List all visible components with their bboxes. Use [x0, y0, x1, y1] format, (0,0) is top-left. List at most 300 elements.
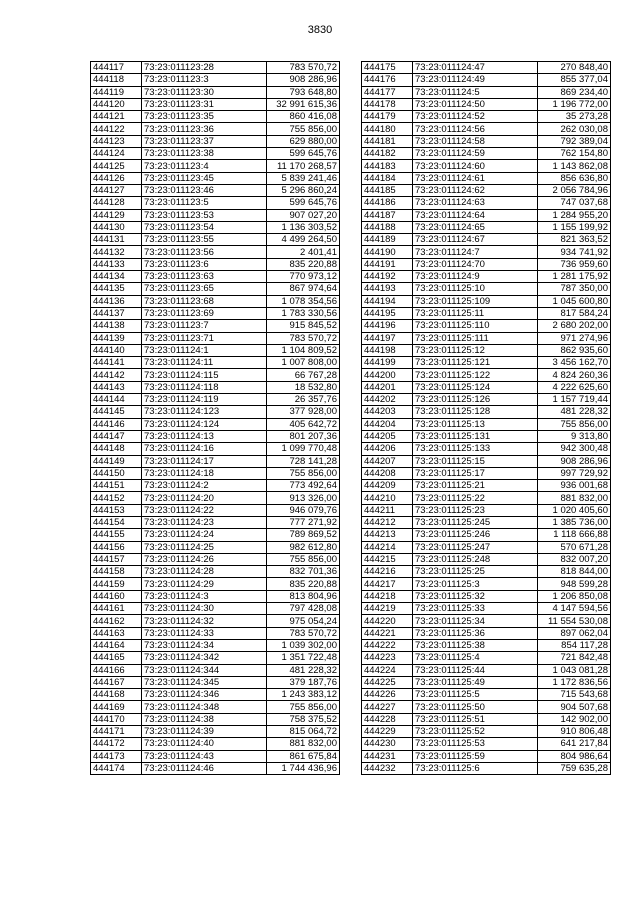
table-row [362, 578, 611, 590]
value-cell: 948 599,28 [538, 578, 611, 590]
value-cell: 1 744 436,96 [267, 762, 340, 774]
table-row [91, 627, 340, 639]
table-row [91, 332, 340, 344]
row-number-cell: 444230 [362, 738, 413, 750]
row-number-cell: 444180 [362, 123, 413, 135]
cadastral-number-cell: 73:23:011125:49 [413, 676, 538, 688]
row-number-cell: 444193 [362, 283, 413, 295]
value-cell: 801 207,36 [267, 430, 340, 442]
row-number-cell: 444190 [362, 246, 413, 258]
value-cell: 907 027,20 [267, 209, 340, 221]
cadastral-number-cell: 73:23:011124:342 [142, 652, 267, 664]
row-number-cell: 444178 [362, 98, 413, 110]
value-cell: 856 636,80 [538, 172, 611, 184]
value-cell: 66 767,28 [267, 369, 340, 381]
value-cell: 1 284 955,20 [538, 209, 611, 221]
table-row [91, 578, 340, 590]
cadastral-number-cell: 73:23:011124:13 [142, 430, 267, 442]
cadastral-number-cell: 73:23:011123:31 [142, 98, 267, 110]
cadastral-number-cell: 73:23:011124:119 [142, 394, 267, 406]
value-cell: 11 170 268,57 [267, 160, 340, 172]
cadastral-number-cell: 73:23:011123:36 [142, 123, 267, 135]
row-number-cell: 444173 [91, 750, 142, 762]
table-row [362, 701, 611, 713]
table-row [91, 689, 340, 701]
cadastral-number-cell: 73:23:011124:346 [142, 689, 267, 701]
cadastral-number-cell: 73:23:011123:71 [142, 332, 267, 344]
cadastral-number-cell: 73:23:011124:52 [413, 111, 538, 123]
row-number-cell: 444196 [362, 320, 413, 332]
table-row [91, 676, 340, 688]
table-row [362, 62, 611, 74]
cadastral-number-cell: 73:23:011124:46 [142, 762, 267, 774]
table-row [91, 504, 340, 516]
cadastral-number-cell: 73:23:011124:345 [142, 676, 267, 688]
cadastral-number-cell: 73:23:011124:63 [413, 197, 538, 209]
table-row [91, 713, 340, 725]
table-row [91, 467, 340, 479]
value-cell: 755 856,00 [267, 123, 340, 135]
value-cell: 1 351 722,48 [267, 652, 340, 664]
value-cell: 1 385 736,00 [538, 516, 611, 528]
cadastral-number-cell: 73:23:011125:36 [413, 627, 538, 639]
table-row [91, 418, 340, 430]
cadastral-number-cell: 73:23:011123:69 [142, 307, 267, 319]
table-row [362, 74, 611, 86]
table-row [91, 86, 340, 98]
value-cell: 18 532,80 [267, 381, 340, 393]
value-cell: 641 217,84 [538, 738, 611, 750]
row-number-cell: 444131 [91, 234, 142, 246]
table-row [91, 381, 340, 393]
row-number-cell: 444195 [362, 307, 413, 319]
value-cell: 792 389,04 [538, 135, 611, 147]
value-cell: 793 648,80 [267, 86, 340, 98]
cadastral-number-cell: 73:23:011125:13 [413, 418, 538, 430]
table-row [362, 504, 611, 516]
row-number-cell: 444206 [362, 443, 413, 455]
table-row [362, 135, 611, 147]
cadastral-number-cell: 73:23:011125:111 [413, 332, 538, 344]
cadastral-number-cell: 73:23:011123:28 [142, 62, 267, 74]
cadastral-number-cell: 73:23:011125:33 [413, 603, 538, 615]
row-number-cell: 444213 [362, 529, 413, 541]
cadastral-number-cell: 73:23:011124:50 [413, 98, 538, 110]
value-cell: 813 804,96 [267, 590, 340, 602]
value-cell: 629 880,00 [267, 135, 340, 147]
row-number-cell: 444192 [362, 271, 413, 283]
row-number-cell: 444123 [91, 135, 142, 147]
table-row [362, 98, 611, 110]
value-cell: 862 935,60 [538, 344, 611, 356]
table-row [362, 86, 611, 98]
cadastral-number-cell: 73:23:011124:118 [142, 381, 267, 393]
value-cell: 715 543,68 [538, 689, 611, 701]
table-row [362, 148, 611, 160]
cadastral-number-cell: 73:23:011123:53 [142, 209, 267, 221]
table-row [91, 74, 340, 86]
cadastral-number-cell: 73:23:011125:22 [413, 492, 538, 504]
table-row [362, 234, 611, 246]
value-cell: 777 271,92 [267, 516, 340, 528]
row-number-cell: 444186 [362, 197, 413, 209]
row-number-cell: 444227 [362, 701, 413, 713]
value-cell: 755 856,00 [267, 701, 340, 713]
table-row [91, 160, 340, 172]
cadastral-number-cell: 73:23:011124:2 [142, 480, 267, 492]
value-cell: 1 196 772,00 [538, 98, 611, 110]
row-number-cell: 444231 [362, 750, 413, 762]
row-number-cell: 444166 [91, 664, 142, 676]
value-cell: 975 054,24 [267, 615, 340, 627]
value-cell: 904 507,68 [538, 701, 611, 713]
value-cell: 599 645,76 [267, 197, 340, 209]
table-row [362, 541, 611, 553]
value-cell: 835 220,88 [267, 578, 340, 590]
table-row [91, 283, 340, 295]
table-row [362, 221, 611, 233]
value-cell: 770 973,12 [267, 271, 340, 283]
value-cell: 855 377,04 [538, 74, 611, 86]
row-number-cell: 444121 [91, 111, 142, 123]
value-cell: 481 228,32 [538, 406, 611, 418]
page-number: 3830 [307, 24, 333, 36]
table-row [362, 430, 611, 442]
cadastral-number-cell: 73:23:011124:49 [413, 74, 538, 86]
table-row [91, 221, 340, 233]
row-number-cell: 444204 [362, 418, 413, 430]
value-cell: 1 783 330,56 [267, 307, 340, 319]
value-cell: 915 845,52 [267, 320, 340, 332]
row-number-cell: 444141 [91, 357, 142, 369]
value-cell: 804 986,64 [538, 750, 611, 762]
table-row [362, 480, 611, 492]
table-row [91, 197, 340, 209]
table-row [362, 689, 611, 701]
row-number-cell: 444129 [91, 209, 142, 221]
table-row [362, 406, 611, 418]
table-row [91, 295, 340, 307]
value-cell: 934 741,92 [538, 246, 611, 258]
cadastral-number-cell: 73:23:011125:121 [413, 357, 538, 369]
table-row [362, 246, 611, 258]
table-row [91, 406, 340, 418]
table-row [91, 603, 340, 615]
cadastral-number-cell: 73:23:011124:28 [142, 566, 267, 578]
table-row [362, 590, 611, 602]
row-number-cell: 444156 [91, 541, 142, 553]
value-cell: 1 172 836,56 [538, 676, 611, 688]
table-row [362, 566, 611, 578]
row-number-cell: 444222 [362, 639, 413, 651]
table-row [362, 344, 611, 356]
table-row [91, 394, 340, 406]
row-number-cell: 444228 [362, 713, 413, 725]
value-cell: 1 104 809,52 [267, 344, 340, 356]
row-number-cell: 444200 [362, 369, 413, 381]
cadastral-number-cell: 73:23:011123:4 [142, 160, 267, 172]
value-cell: 817 584,24 [538, 307, 611, 319]
row-number-cell: 444211 [362, 504, 413, 516]
value-cell: 867 974,64 [267, 283, 340, 295]
table-row [362, 652, 611, 664]
cadastral-number-cell: 73:23:011124:26 [142, 553, 267, 565]
row-number-cell: 444142 [91, 369, 142, 381]
table-row [91, 455, 340, 467]
table-row [91, 726, 340, 738]
table-row [91, 516, 340, 528]
table-row [91, 344, 340, 356]
row-number-cell: 444171 [91, 726, 142, 738]
cadastral-number-cell: 73:23:011125:17 [413, 467, 538, 479]
value-cell: 5 839 241,46 [267, 172, 340, 184]
row-number-cell: 444226 [362, 689, 413, 701]
row-number-cell: 444146 [91, 418, 142, 430]
table-row [91, 98, 340, 110]
cadastral-number-cell: 73:23:011125:6 [413, 762, 538, 774]
cadastral-number-cell: 73:23:011125:21 [413, 480, 538, 492]
cadastral-number-cell: 73:23:011125:23 [413, 504, 538, 516]
cadastral-number-cell: 73:23:011124:43 [142, 750, 267, 762]
cadastral-number-cell: 73:23:011124:62 [413, 184, 538, 196]
cadastral-number-cell: 73:23:011125:25 [413, 566, 538, 578]
cadastral-number-cell: 73:23:011125:109 [413, 295, 538, 307]
cadastral-number-cell: 73:23:011124:7 [413, 246, 538, 258]
value-cell: 759 635,28 [538, 762, 611, 774]
row-number-cell: 444184 [362, 172, 413, 184]
cadastral-number-cell: 73:23:011123:30 [142, 86, 267, 98]
cadastral-number-cell: 73:23:011125:248 [413, 553, 538, 565]
table-row [362, 762, 611, 774]
table-row [91, 750, 340, 762]
row-number-cell: 444150 [91, 467, 142, 479]
row-number-cell: 444165 [91, 652, 142, 664]
table-row [91, 553, 340, 565]
value-cell: 908 286,96 [538, 455, 611, 467]
row-number-cell: 444128 [91, 197, 142, 209]
value-cell: 4 222 625,60 [538, 381, 611, 393]
table-row [91, 762, 340, 774]
row-number-cell: 444223 [362, 652, 413, 664]
value-cell: 946 079,76 [267, 504, 340, 516]
table-row [362, 713, 611, 725]
cadastral-number-cell: 73:23:011125:128 [413, 406, 538, 418]
table-row [91, 135, 340, 147]
row-number-cell: 444198 [362, 344, 413, 356]
row-number-cell: 444191 [362, 258, 413, 270]
value-cell: 773 492,64 [267, 480, 340, 492]
table-row [91, 652, 340, 664]
cadastral-number-cell: 73:23:011125:34 [413, 615, 538, 627]
value-cell: 755 856,00 [538, 418, 611, 430]
row-number-cell: 444147 [91, 430, 142, 442]
value-cell: 942 300,48 [538, 443, 611, 455]
cadastral-number-cell: 73:23:011124:115 [142, 369, 267, 381]
table-row [362, 332, 611, 344]
row-number-cell: 444118 [91, 74, 142, 86]
row-number-cell: 444168 [91, 689, 142, 701]
value-cell: 2 401,41 [267, 246, 340, 258]
value-cell: 1 045 600,80 [538, 295, 611, 307]
cadastral-number-cell: 73:23:011124:344 [142, 664, 267, 676]
row-number-cell: 444218 [362, 590, 413, 602]
row-number-cell: 444159 [91, 578, 142, 590]
cadastral-number-cell: 73:23:011124:3 [142, 590, 267, 602]
cadastral-number-cell: 73:23:011125:50 [413, 701, 538, 713]
value-cell: 881 832,00 [267, 738, 340, 750]
cadastral-number-cell: 73:23:011124:18 [142, 467, 267, 479]
row-number-cell: 444122 [91, 123, 142, 135]
row-number-cell: 444152 [91, 492, 142, 504]
table-row [362, 307, 611, 319]
left-register-table [90, 61, 340, 775]
value-cell: 787 350,00 [538, 283, 611, 295]
table-row [91, 111, 340, 123]
row-number-cell: 444130 [91, 221, 142, 233]
table-row [362, 184, 611, 196]
cadastral-number-cell: 73:23:011124:20 [142, 492, 267, 504]
value-cell: 1 007 808,00 [267, 357, 340, 369]
value-cell: 783 570,72 [267, 332, 340, 344]
cadastral-number-cell: 73:23:011124:23 [142, 516, 267, 528]
cadastral-number-cell: 73:23:011124:47 [413, 62, 538, 74]
table-row [362, 529, 611, 541]
value-cell: 910 806,48 [538, 726, 611, 738]
cadastral-number-cell: 73:23:011124:56 [413, 123, 538, 135]
cadastral-number-cell: 73:23:011124:17 [142, 455, 267, 467]
table-row [91, 664, 340, 676]
row-number-cell: 444137 [91, 307, 142, 319]
row-number-cell: 444183 [362, 160, 413, 172]
table-row [91, 430, 340, 442]
cadastral-number-cell: 73:23:011123:63 [142, 271, 267, 283]
row-number-cell: 444182 [362, 148, 413, 160]
cadastral-number-cell: 73:23:011125:52 [413, 726, 538, 738]
table-row [362, 676, 611, 688]
table-row [362, 320, 611, 332]
row-number-cell: 444149 [91, 455, 142, 467]
table-row [91, 62, 340, 74]
row-number-cell: 444224 [362, 664, 413, 676]
row-number-cell: 444163 [91, 627, 142, 639]
value-cell: 1 118 666,88 [538, 529, 611, 541]
cadastral-number-cell: 73:23:011125:15 [413, 455, 538, 467]
cadastral-number-cell: 73:23:011124:30 [142, 603, 267, 615]
value-cell: 1 206 850,08 [538, 590, 611, 602]
value-cell: 9 313,80 [538, 430, 611, 442]
table-row [91, 738, 340, 750]
value-cell: 2 680 202,00 [538, 320, 611, 332]
row-number-cell: 444160 [91, 590, 142, 602]
cadastral-number-cell: 73:23:011125:10 [413, 283, 538, 295]
table-row [362, 615, 611, 627]
row-number-cell: 444140 [91, 344, 142, 356]
cadastral-number-cell: 73:23:011123:68 [142, 295, 267, 307]
cadastral-number-cell: 73:23:011124:60 [413, 160, 538, 172]
row-number-cell: 444212 [362, 516, 413, 528]
table-row [362, 467, 611, 479]
table-row [91, 172, 340, 184]
value-cell: 721 842,48 [538, 652, 611, 664]
value-cell: 832 701,36 [267, 566, 340, 578]
table-row [91, 369, 340, 381]
table-row [91, 307, 340, 319]
row-number-cell: 444199 [362, 357, 413, 369]
table-row [362, 357, 611, 369]
cadastral-number-cell: 73:23:011123:5 [142, 197, 267, 209]
value-cell: 897 062,04 [538, 627, 611, 639]
table-row [362, 726, 611, 738]
row-number-cell: 444138 [91, 320, 142, 332]
row-number-cell: 444216 [362, 566, 413, 578]
row-number-cell: 444119 [91, 86, 142, 98]
table-row [91, 615, 340, 627]
cadastral-number-cell: 73:23:011124:11 [142, 357, 267, 369]
row-number-cell: 444209 [362, 480, 413, 492]
cadastral-number-cell: 73:23:011124:67 [413, 234, 538, 246]
value-cell: 2 056 784,96 [538, 184, 611, 196]
cadastral-number-cell: 73:23:011123:35 [142, 111, 267, 123]
value-cell: 936 001,68 [538, 480, 611, 492]
row-number-cell: 444153 [91, 504, 142, 516]
row-number-cell: 444185 [362, 184, 413, 196]
table-row [362, 271, 611, 283]
cadastral-number-cell: 73:23:011125:247 [413, 541, 538, 553]
table-row [91, 492, 340, 504]
row-number-cell: 444194 [362, 295, 413, 307]
row-number-cell: 444124 [91, 148, 142, 160]
cadastral-number-cell: 73:23:011125:246 [413, 529, 538, 541]
row-number-cell: 444135 [91, 283, 142, 295]
row-number-cell: 444148 [91, 443, 142, 455]
value-cell: 379 187,76 [267, 676, 340, 688]
cadastral-number-cell: 73:23:011124:123 [142, 406, 267, 418]
cadastral-number-cell: 73:23:011125:44 [413, 664, 538, 676]
row-number-cell: 444232 [362, 762, 413, 774]
value-cell: 32 991 615,36 [267, 98, 340, 110]
row-number-cell: 444189 [362, 234, 413, 246]
value-cell: 815 064,72 [267, 726, 340, 738]
cadastral-number-cell: 73:23:011125:32 [413, 590, 538, 602]
cadastral-number-cell: 73:23:011125:110 [413, 320, 538, 332]
row-number-cell: 444177 [362, 86, 413, 98]
cadastral-number-cell: 73:23:011125:5 [413, 689, 538, 701]
value-cell: 869 234,40 [538, 86, 611, 98]
table-row [91, 184, 340, 196]
row-number-cell: 444143 [91, 381, 142, 393]
value-cell: 262 030,08 [538, 123, 611, 135]
value-cell: 982 612,80 [267, 541, 340, 553]
value-cell: 26 357,76 [267, 394, 340, 406]
table-row [91, 320, 340, 332]
row-number-cell: 444214 [362, 541, 413, 553]
row-number-cell: 444136 [91, 295, 142, 307]
value-cell: 755 856,00 [267, 553, 340, 565]
value-cell: 860 416,08 [267, 111, 340, 123]
cadastral-number-cell: 73:23:011125:4 [413, 652, 538, 664]
row-number-cell: 444167 [91, 676, 142, 688]
row-number-cell: 444174 [91, 762, 142, 774]
cadastral-number-cell: 73:23:011124:39 [142, 726, 267, 738]
row-number-cell: 444201 [362, 381, 413, 393]
value-cell: 821 363,52 [538, 234, 611, 246]
table-row [362, 443, 611, 455]
value-cell: 913 326,00 [267, 492, 340, 504]
cadastral-number-cell: 73:23:011124:33 [142, 627, 267, 639]
value-cell: 835 220,88 [267, 258, 340, 270]
cadastral-number-cell: 73:23:011124:65 [413, 221, 538, 233]
value-cell: 11 554 530,08 [538, 615, 611, 627]
